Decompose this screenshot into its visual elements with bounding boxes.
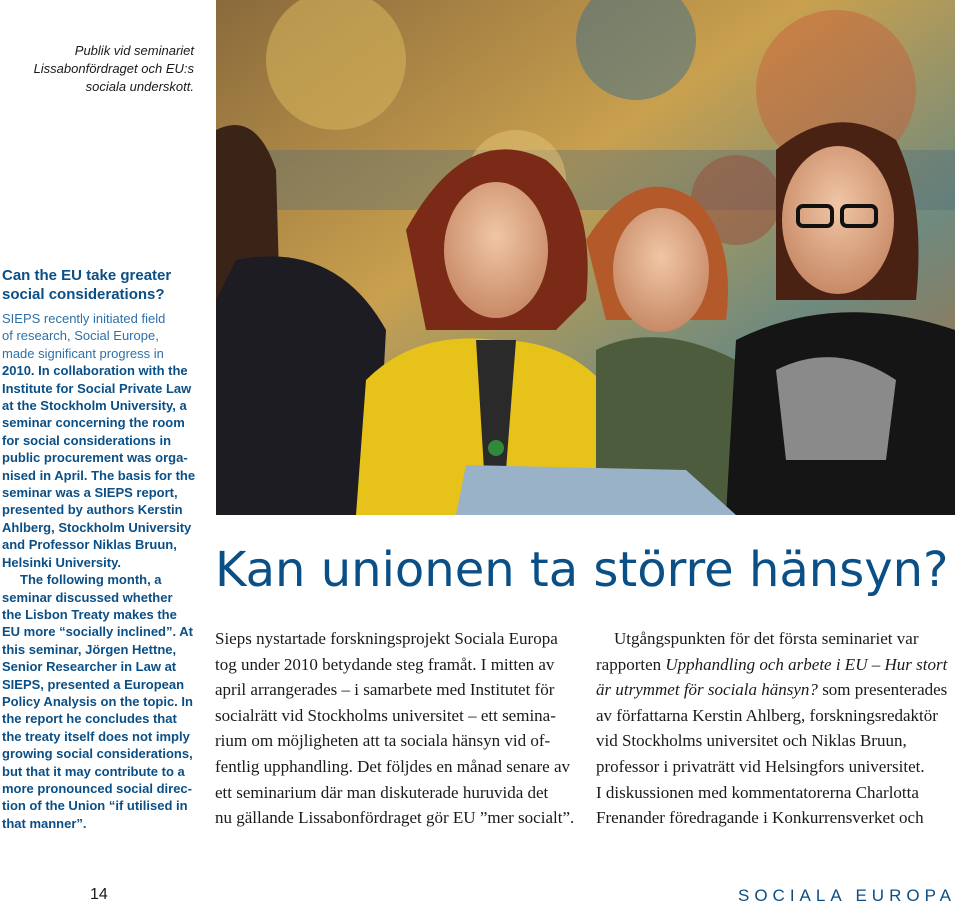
body-line: fentlig upphandling. Det följdes en månad senare av xyxy=(215,756,570,776)
article-headline: Kan unionen ta större hänsyn? xyxy=(215,542,949,598)
sidebar-line: seminar discussed whether xyxy=(2,589,173,605)
sidebar-line: Policy Analysis on the topic. In xyxy=(2,693,193,709)
body-line: rium om möjligheten att ta sociala hänsyn vid of- xyxy=(215,731,551,751)
body-line: av författarna Kerstin Ahlberg, forskningsredaktör xyxy=(596,705,938,725)
sidebar-line: the Lisbon Treaty makes the xyxy=(2,606,177,622)
photo-caption xyxy=(20,42,194,96)
sidebar-line: tion of the Union “if utilised in xyxy=(2,798,188,814)
sidebar-line: SIEPS, presented a European xyxy=(2,676,185,692)
sidebar-line: Senior Researcher in Law at xyxy=(2,659,177,675)
sidebar-line: EU more “socially inclined”. At xyxy=(2,624,193,640)
photo-illustration xyxy=(216,0,955,515)
body-line xyxy=(596,652,960,678)
body-line: Frenander föredragande i Konkurrensverket och xyxy=(596,808,924,828)
sidebar-line: growing social considerations, xyxy=(2,746,193,762)
sidebar-line: and Professor Niklas Bruun, xyxy=(2,537,177,553)
body-column-1 xyxy=(215,626,585,831)
body-line: nu gällande Lissabonfördraget gör EU ”mer socialt”. xyxy=(215,808,575,828)
sidebar-heading-line: Can the EU take greater xyxy=(2,267,172,284)
sidebar-line: Institute for Social Private Law xyxy=(2,380,192,396)
sidebar-heading xyxy=(2,266,202,304)
body-line: Sieps nystartade forskningsprojekt Sociala Europa xyxy=(215,629,558,648)
sidebar-line: this seminar, Jörgen Hettne, xyxy=(2,641,177,657)
sidebar-line: for social considerations in xyxy=(2,432,172,448)
sidebar-line: 2010. In collaboration with the xyxy=(2,363,188,379)
seminar-audience-photo xyxy=(216,0,955,515)
sidebar-line: the treaty itself does not imply xyxy=(2,728,190,744)
body-line: socialrätt vid Stockholms universitet – ett semina- xyxy=(215,705,556,725)
sidebar-line: more pronounced social direc- xyxy=(2,780,192,796)
sidebar-line: of research, Social Europe, xyxy=(2,328,159,344)
sidebar-line: public procurement was orga- xyxy=(2,450,188,466)
sidebar-line: Ahlberg, Stockholm University xyxy=(2,519,192,535)
body-line: tog under 2010 betydande steg framåt. I mitten av xyxy=(215,654,555,674)
publication-title: SOCIALA EUROPA xyxy=(737,886,956,905)
report-title: är utrymmet för sociala hänsyn? xyxy=(596,680,818,700)
sidebar-line: The following month, a xyxy=(20,572,162,588)
sidebar-line: the report he concludes that xyxy=(2,711,177,727)
sidebar-english-summary xyxy=(2,310,212,832)
body-text: rapporten xyxy=(596,654,666,674)
sidebar-line: nised in April. The basis for the xyxy=(2,467,196,483)
body-line: Utgångspunkten för det första seminariet var xyxy=(614,629,919,648)
sidebar-line: presented by authors Kerstin xyxy=(2,502,183,518)
page-number: 14 xyxy=(90,886,108,903)
sidebar-line: seminar was a SIEPS report, xyxy=(2,485,178,501)
sidebar-line: at the Stockholm University, a xyxy=(2,398,187,414)
body-column-2 xyxy=(596,626,960,831)
sidebar-line: that manner”. xyxy=(2,815,87,831)
sidebar-line: seminar concerning the room xyxy=(2,415,185,431)
body-line: ett seminarium där man diskuterade huruvida det xyxy=(215,782,549,802)
body-text: som presenterades xyxy=(817,680,948,700)
body-line: I diskussionen med kommentatorerna Charlotta xyxy=(596,782,919,802)
report-title: Upphandling och arbete i EU – Hur stort xyxy=(665,654,948,674)
sidebar-line: but that it may contribute to a xyxy=(2,763,185,779)
sidebar-line: made significant progress in xyxy=(2,345,164,361)
sidebar-line: Helsinki University. xyxy=(2,554,121,570)
caption-line: Publik vid seminariet xyxy=(74,43,194,58)
body-line xyxy=(596,677,960,703)
body-line: april arrangerades – i samarbete med Institutet för xyxy=(215,680,555,700)
sidebar-heading-line: social considerations? xyxy=(2,286,165,303)
body-line: vid Stockholms universitet och Niklas Bruun, xyxy=(596,731,907,751)
caption-line: Lissabonfördraget och EU:s xyxy=(33,61,194,76)
body-line: professor i privaträtt vid Helsingfors universitet. xyxy=(596,756,925,776)
sidebar-line: SIEPS recently initiated field xyxy=(2,311,166,326)
caption-line: sociala underskott. xyxy=(85,79,194,94)
